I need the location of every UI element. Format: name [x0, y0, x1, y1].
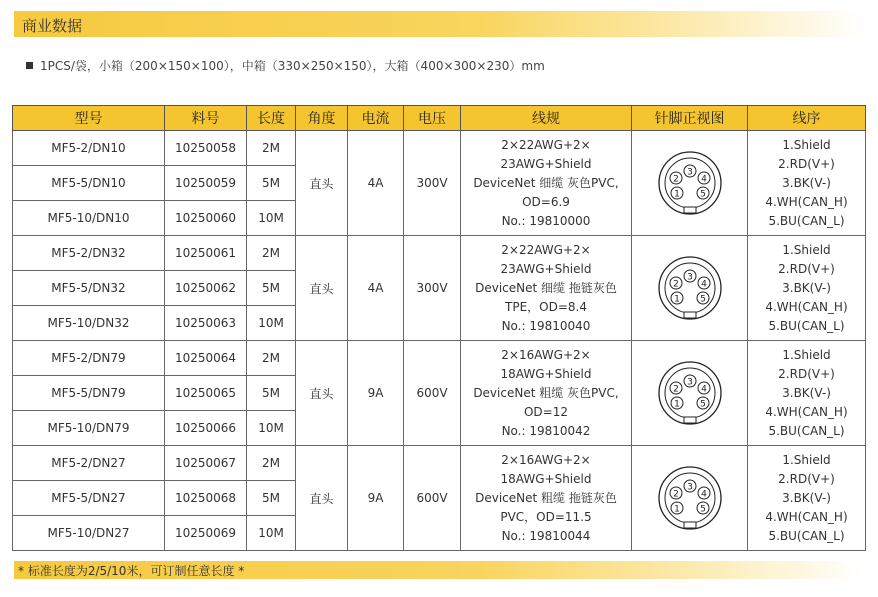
part-number-cell: 10250064 — [165, 341, 247, 376]
angle-cell: 直头 — [296, 236, 348, 341]
model-cell: MF5-2/DN27 — [13, 446, 165, 481]
col-header-model: 型号 — [13, 106, 165, 131]
col-header-angle: 角度 — [296, 106, 348, 131]
cable-spec-line: OD=6.9 — [522, 194, 570, 209]
length-cell: 2M — [247, 446, 296, 481]
table-row — [13, 131, 866, 166]
wiring-line: 5.BU(CAN_L) — [768, 423, 845, 438]
table-row — [13, 446, 866, 481]
model-cell: MF5-10/DN27 — [13, 516, 165, 551]
angle-cell: 直头 — [296, 446, 348, 551]
length-cell: 5M — [247, 481, 296, 516]
svg-text:5: 5 — [699, 399, 706, 410]
svg-text:5: 5 — [699, 504, 706, 515]
cable-spec-line: 2×22AWG+2× — [501, 242, 591, 257]
pin-diagram-icon — [654, 462, 726, 534]
col-header-wiring: 线序 — [748, 106, 866, 131]
length-cell: 2M — [247, 131, 296, 166]
wiring-cell — [748, 446, 866, 551]
cable-spec-line: OD=12 — [523, 404, 568, 419]
wiring-line: 1.Shield — [782, 452, 831, 467]
table-row — [13, 341, 866, 376]
pin-view-cell — [632, 341, 748, 446]
cable-spec-cell — [461, 131, 632, 236]
bullet-icon — [26, 62, 33, 69]
cable-spec-line: DeviceNet 粗缆 拖链灰色 — [475, 490, 617, 505]
length-cell: 2M — [247, 341, 296, 376]
col-header-pin-view: 针脚正视图 — [632, 106, 748, 131]
pin-diagram-icon — [654, 252, 726, 324]
wiring-line: 4.WH(CAN_H) — [765, 299, 848, 314]
wiring-line: 2.RD(V+) — [778, 471, 835, 486]
cable-spec-line: TPE，OD=8.4 — [505, 299, 587, 314]
svg-text:3: 3 — [686, 272, 693, 283]
wiring-line: 4.WH(CAN_H) — [765, 194, 848, 209]
col-header-voltage: 电压 — [404, 106, 461, 131]
length-cell: 10M — [247, 516, 296, 551]
length-cell: 2M — [247, 236, 296, 271]
cable-spec-line: No.: 19810044 — [501, 528, 591, 543]
pin-view-cell — [632, 446, 748, 551]
wiring-cell — [748, 341, 866, 446]
svg-text:4: 4 — [700, 174, 707, 185]
svg-text:2: 2 — [672, 174, 679, 185]
svg-text:4: 4 — [700, 489, 707, 500]
page-title: 商业数据 — [22, 17, 83, 35]
wiring-line: 3.BK(V-) — [782, 175, 831, 190]
current-cell: 4A — [348, 236, 404, 341]
length-cell: 10M — [247, 411, 296, 446]
svg-text:4: 4 — [700, 279, 707, 290]
current-cell: 9A — [348, 446, 404, 551]
col-header-part: 料号 — [165, 106, 247, 131]
col-header-length: 长度 — [247, 106, 296, 131]
pin-view-cell — [632, 236, 748, 341]
spec-table — [12, 105, 866, 551]
part-number-cell: 10250063 — [165, 306, 247, 341]
svg-text:3: 3 — [686, 377, 693, 388]
wiring-line: 1.Shield — [782, 242, 831, 257]
wiring-line: 4.WH(CAN_H) — [765, 509, 848, 524]
cable-spec-cell — [461, 446, 632, 551]
length-cell: 10M — [247, 306, 296, 341]
wiring-line: 3.BK(V-) — [782, 385, 831, 400]
footer-bar — [14, 561, 864, 579]
svg-text:2: 2 — [672, 279, 679, 290]
part-number-cell: 10250067 — [165, 446, 247, 481]
cable-spec-line: 18AWG+Shield — [500, 471, 592, 486]
packaging-info — [26, 57, 545, 74]
wiring-line: 1.Shield — [782, 347, 831, 362]
wiring-line: 4.WH(CAN_H) — [765, 404, 848, 419]
model-cell: MF5-10/DN10 — [13, 201, 165, 236]
voltage-cell: 600V — [404, 341, 461, 446]
cable-spec-line: 2×22AWG+2× — [501, 137, 591, 152]
svg-text:2: 2 — [672, 489, 679, 500]
wiring-line: 3.BK(V-) — [782, 490, 831, 505]
length-cell: 10M — [247, 201, 296, 236]
model-cell: MF5-2/DN79 — [13, 341, 165, 376]
cable-spec-line: 23AWG+Shield — [500, 261, 592, 276]
model-cell: MF5-5/DN27 — [13, 481, 165, 516]
angle-cell: 直头 — [296, 341, 348, 446]
table-row — [13, 236, 866, 271]
table-header-row — [13, 106, 866, 131]
part-number-cell: 10250066 — [165, 411, 247, 446]
packaging-text: 1PCS/袋，小箱（200×150×100），中箱（330×250×150），大箱（400×300×230）mm — [40, 59, 545, 73]
cable-spec-line: PVC，OD=11.5 — [500, 509, 592, 524]
cable-spec-line: No.: 19810042 — [501, 423, 591, 438]
cable-spec-line: 18AWG+Shield — [500, 366, 592, 381]
part-number-cell: 10250065 — [165, 376, 247, 411]
svg-text:1: 1 — [673, 504, 680, 515]
cable-spec-line: 23AWG+Shield — [500, 156, 592, 171]
wiring-line: 5.BU(CAN_L) — [768, 528, 845, 543]
length-cell: 5M — [247, 376, 296, 411]
cable-spec-line: DeviceNet 粗缆 灰色PVC, — [473, 385, 619, 400]
voltage-cell: 300V — [404, 131, 461, 236]
svg-text:3: 3 — [686, 482, 693, 493]
wiring-line: 2.RD(V+) — [778, 261, 835, 276]
col-header-cable: 线规 — [461, 106, 632, 131]
part-number-cell: 10250059 — [165, 166, 247, 201]
cable-spec-line: No.: 19810000 — [501, 213, 591, 228]
part-number-cell: 10250068 — [165, 481, 247, 516]
voltage-cell: 600V — [404, 446, 461, 551]
cable-spec-line: No.: 19810040 — [501, 318, 591, 333]
cable-spec-cell — [461, 236, 632, 341]
col-header-current: 电流 — [348, 106, 404, 131]
svg-text:1: 1 — [673, 294, 680, 305]
svg-text:1: 1 — [673, 399, 680, 410]
part-number-cell: 10250062 — [165, 271, 247, 306]
wiring-cell — [748, 236, 866, 341]
svg-text:4: 4 — [700, 384, 707, 395]
pin-diagram-icon — [654, 147, 726, 219]
wiring-cell — [748, 131, 866, 236]
part-number-cell: 10250058 — [165, 131, 247, 166]
pin-view-cell — [632, 131, 748, 236]
model-cell: MF5-2/DN32 — [13, 236, 165, 271]
footer-note: * 标准长度为2/5/10米，可订制任意长度 * — [18, 564, 245, 578]
model-cell: MF5-10/DN79 — [13, 411, 165, 446]
current-cell: 9A — [348, 341, 404, 446]
cable-spec-line: 2×16AWG+2× — [501, 452, 591, 467]
header-bar — [14, 11, 864, 37]
wiring-line: 5.BU(CAN_L) — [768, 213, 845, 228]
svg-text:1: 1 — [673, 189, 680, 200]
model-cell: MF5-2/DN10 — [13, 131, 165, 166]
cable-spec-cell — [461, 341, 632, 446]
model-cell: MF5-10/DN32 — [13, 306, 165, 341]
length-cell: 5M — [247, 271, 296, 306]
model-cell: MF5-5/DN79 — [13, 376, 165, 411]
spec-table-body — [13, 131, 866, 551]
wiring-line: 2.RD(V+) — [778, 156, 835, 171]
svg-text:5: 5 — [699, 189, 706, 200]
cable-spec-line: DeviceNet 细缆 拖链灰色 — [475, 280, 617, 295]
length-cell: 5M — [247, 166, 296, 201]
svg-text:2: 2 — [672, 384, 679, 395]
svg-text:5: 5 — [699, 294, 706, 305]
wiring-line: 2.RD(V+) — [778, 366, 835, 381]
angle-cell: 直头 — [296, 131, 348, 236]
model-cell: MF5-5/DN10 — [13, 166, 165, 201]
part-number-cell: 10250060 — [165, 201, 247, 236]
wiring-line: 5.BU(CAN_L) — [768, 318, 845, 333]
wiring-line: 3.BK(V-) — [782, 280, 831, 295]
pin-diagram-icon — [654, 357, 726, 429]
part-number-cell: 10250061 — [165, 236, 247, 271]
part-number-cell: 10250069 — [165, 516, 247, 551]
cable-spec-line: DeviceNet 细缆 灰色PVC, — [473, 175, 619, 190]
wiring-line: 1.Shield — [782, 137, 831, 152]
cable-spec-line: 2×16AWG+2× — [501, 347, 591, 362]
voltage-cell: 300V — [404, 236, 461, 341]
model-cell: MF5-5/DN32 — [13, 271, 165, 306]
current-cell: 4A — [348, 131, 404, 236]
svg-text:3: 3 — [686, 167, 693, 178]
